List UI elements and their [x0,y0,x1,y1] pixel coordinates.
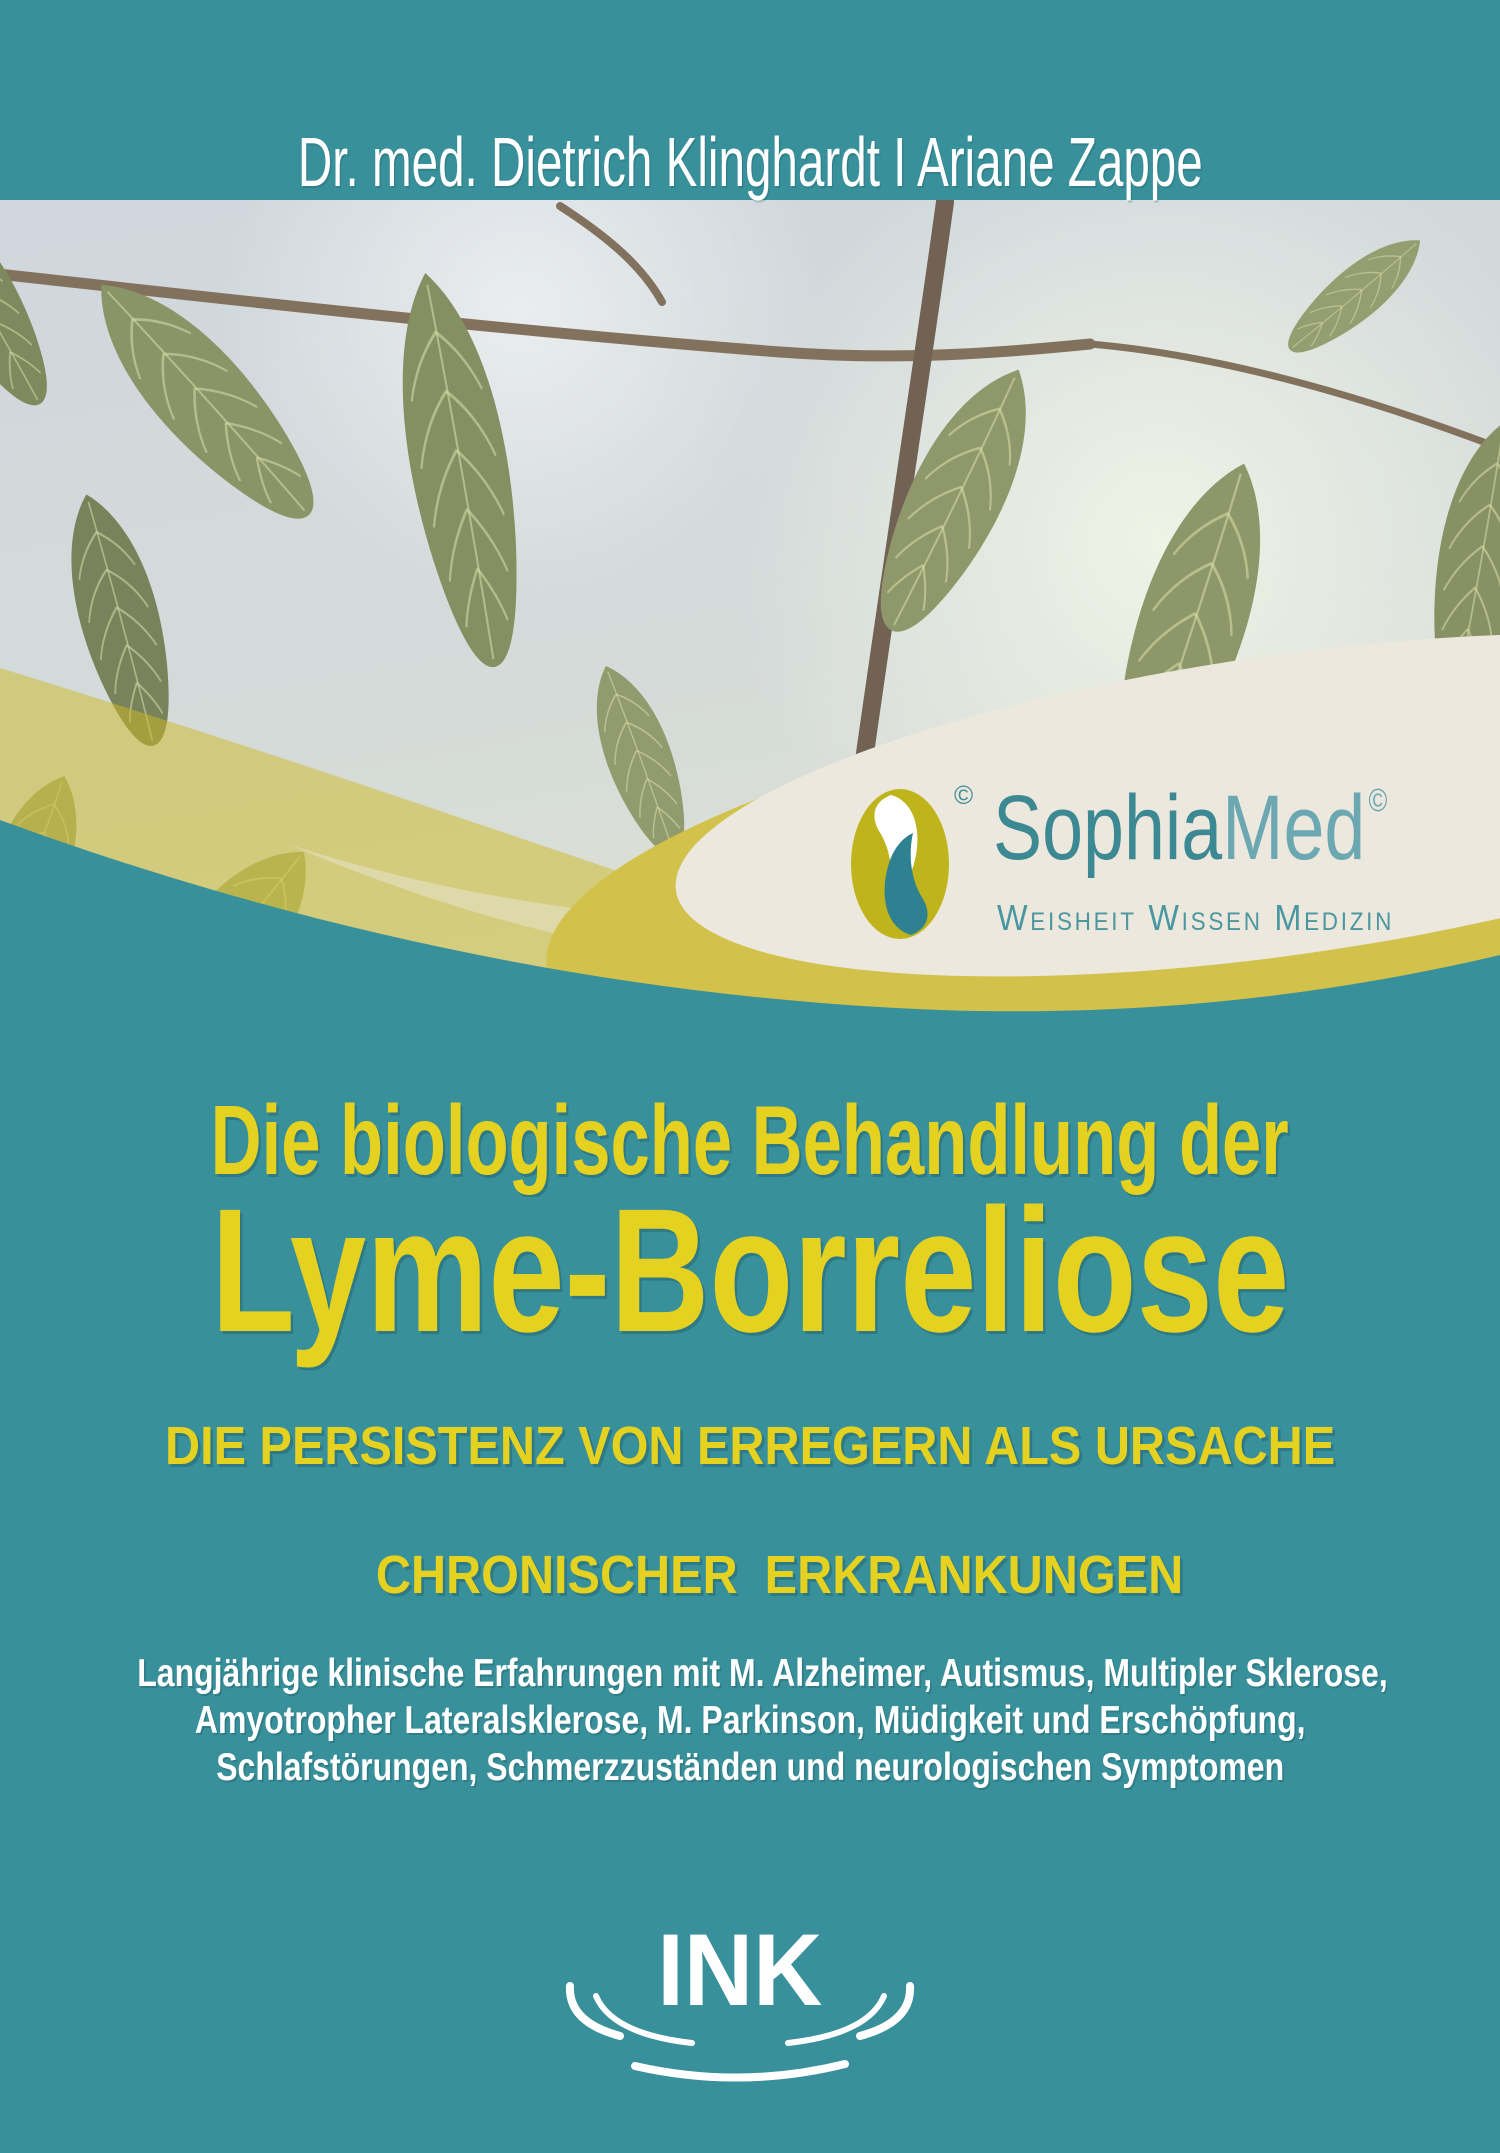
description-block [0,1650,1500,1791]
title-line1-text: Die biologische Behandlung der [210,1085,1290,1195]
title-line2-text: Lyme-Borreliose [210,1173,1290,1369]
subtitle-line2 [0,1482,1500,1668]
logo-name [993,777,1388,879]
description-line2: Amyotropher Lateralsklerose, M. Parkinson, Müdigkeit und Erschöpfung, [194,1699,1306,1742]
authors-line [0,122,1500,202]
subtitle-line1 [0,1415,1500,1477]
title-line2 [0,1170,1500,1372]
publisher-name: INK [657,1913,823,2027]
description-line3: Schlafstörungen, Schmerzzuständen und neurologischen Symptomen [216,1746,1284,1789]
description-line1: Langjährige klinische Erfahrungen mit M. Alzheimer, Autismus, Multipler Sklerose, [137,1652,1388,1695]
ink-ripple-icon [540,1972,940,2092]
logo-hands-icon [851,789,949,939]
logo-name-med: Med [1222,777,1366,879]
logo-circle-copyright: © [954,780,974,810]
logo-name-sophia: Sophia [993,777,1223,879]
logo-tagline: Weisheit Wissen Medizin [997,897,1395,938]
subtitle-line1-text: DIE PERSISTENZ VON ERREGERN ALS URSACHE [164,1416,1336,1476]
authors-text: Dr. med. Dietrich Klinghardt I Ariane Zappe [297,123,1203,201]
logo-name-copyright: © [1368,782,1388,818]
subtitle-line2-text: CHRONISCHER ERKRANKUNGEN [376,1545,1184,1605]
